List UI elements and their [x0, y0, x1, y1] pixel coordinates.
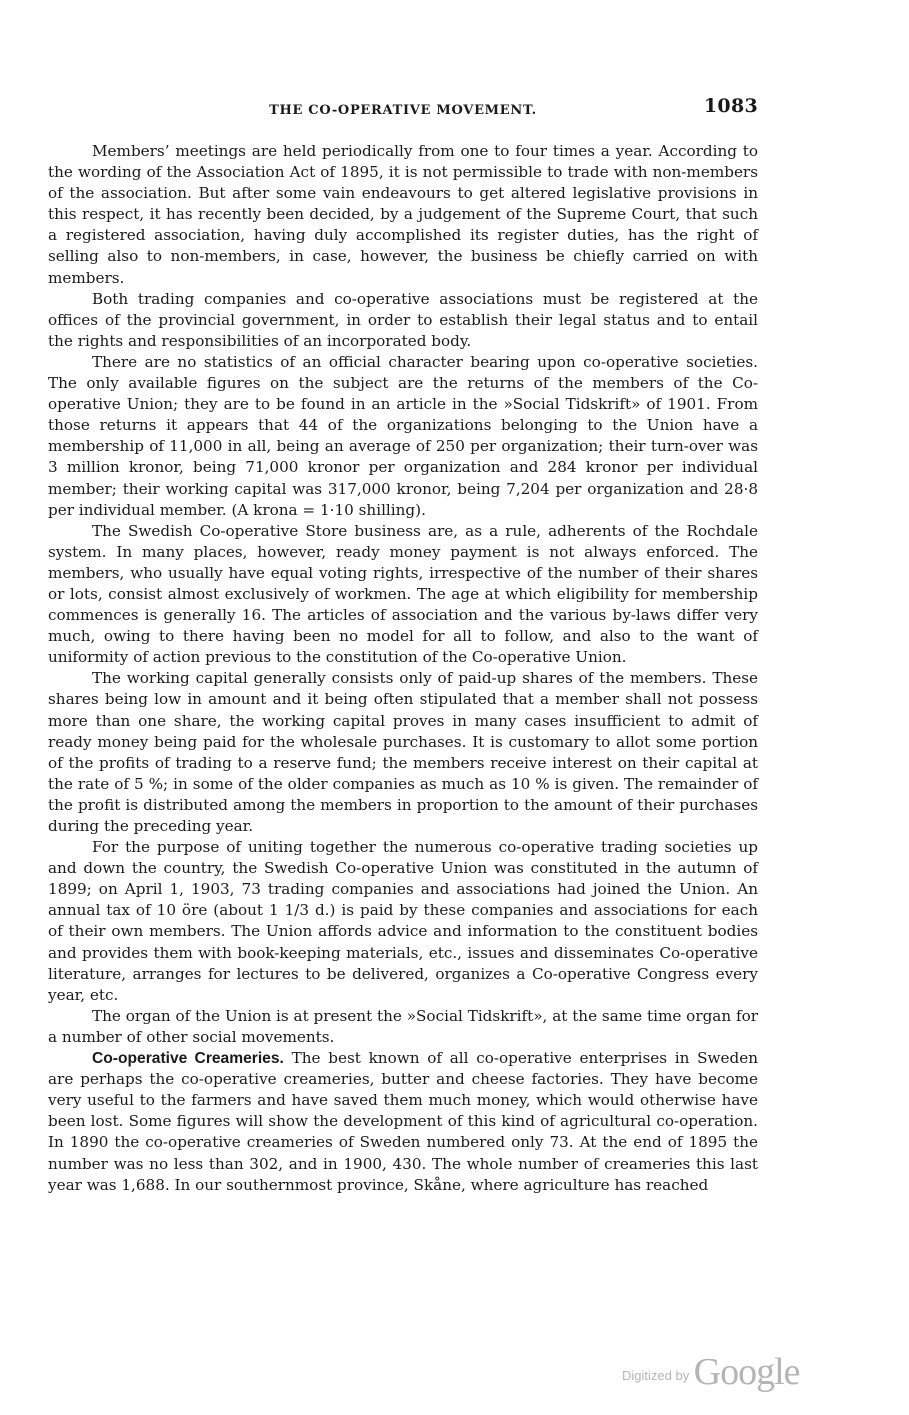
- paragraph-working-capital: The working capital generally consists only of paid-up shares of the members. These shares being low in amount and it being often stipulated that a member shall not possess more than one share, the working capital proves in many cases insufficient to admit of ready money being paid for the wholesale purchases. It is customary to allot some portion of the profits of trading to a reserve fund; the members receive interest on their capital at the rate of 5 %; in some of the older companies as much as 10 % is given. The remainder of the profit is distributed among the members in proportion to the amount of their purchases during the preceding year.: [48, 669, 758, 835]
- digitized-by-label: Digitized by: [622, 1368, 690, 1383]
- paragraph-rochdale-system: The Swedish Co-operative Store business are, as a rule, adherents of the Rochdale system. In many places, however, ready money payment is not always enforced. The members, who usually have equal voting rights, irrespective of the number of their shares or lots, consist almost exclusively of workmen. The age at which eligibility for membership commences is generally 16. The articles of association and the various by-laws differ very much, owing to there having been no model for all to follow, and also to the want of uniformity of action previous to the constitution of the Co-operative Union.: [48, 521, 758, 667]
- google-wordmark: Google: [693, 1351, 800, 1393]
- digitized-watermark: [622, 1350, 800, 1394]
- paragraph-registration: Both trading companies and co-operative associations must be registered at the offices of the provincial government, in order to establish their legal status and to entail the rights and responsibilities of an incorporated body.: [48, 289, 758, 350]
- page-number: 1083: [703, 95, 758, 117]
- running-title: THE CO-OPERATIVE MOVEMENT.: [269, 103, 537, 118]
- paragraph-statistics: There are no statistics of an official character bearing upon co-operative societies. The only available figures on the subject are the returns of the members of the Co-operative Union; they are to be found in an article in the »Social Tidskrift» of 1901. From those returns it appears that 44 of the organizations belonging to the Union have a membership of 11,000 in all, being an average of 250 per organization; their turn-over was 3 million kronor, being 71,000 kronor per organization and 284 kronor per individual member; their working capital was 317,000 kronor, being 7,204 per organization and 28·8 per individual member. (A krona = 1·10 shilling).: [48, 352, 758, 519]
- page-header: [48, 94, 758, 122]
- paragraph-members-meetings: Members’ meetings are held periodically from one to four times a year. According to the wording of the Association Act of 1895, it is not permissible to trade with non-members of the association. But after some vain endeavours to get altered legislative provisions in this respect, it has recently been decided, by a judgement of the Supreme Court, that such a registered association, having duly accomplished its register duties, has the right of selling also to non-members, in case, however, the business be chiefly carried on with members.: [48, 142, 758, 287]
- creameries-text: The best known of all co-operative enterprises in Sweden are perhaps the co-operative creameries, butter and cheese factories. They have become very useful to the farmers and have saved them much money, which would otherwise have been lost. Some figures will show the development of this kind of agricultural co-operation. In 1890 the co-operative creameries of Sweden numbered only 73. At the end of 1895 the number was no less than 302, and in 1900, 430. The whole number of creameries this last year was 1,688. In our southernmost province, Skåne, where agriculture has reached: [48, 1049, 759, 1194]
- paragraph-co-operative-union: For the purpose of uniting together the numerous co-operative trading societies up and down the country, the Swedish Co-operative Union was constituted in the autumn of 1899; on April 1, 1903, 73 trading companies and associations had joined the Union. An annual tax of 10 öre (about 1 1/3 d.) is paid by these companies and associations for each of their own members. The Union affords advice and information to the constituent bodies and provides them with book-keeping materials, etc., issues and disseminates Co-operative literature, arranges for lectures to be delivered, organizes a Co-operative Congress every year, etc.: [48, 838, 758, 1004]
- section-heading-creameries: Co-operative Creameries.: [92, 1050, 284, 1068]
- paragraph-creameries: [48, 1048, 758, 1196]
- paragraph-union-organ: The organ of the Union is at present the »Social Tidskrift», at the same time organ for a number of other social movements.: [48, 1006, 758, 1046]
- body-text: [48, 141, 758, 1196]
